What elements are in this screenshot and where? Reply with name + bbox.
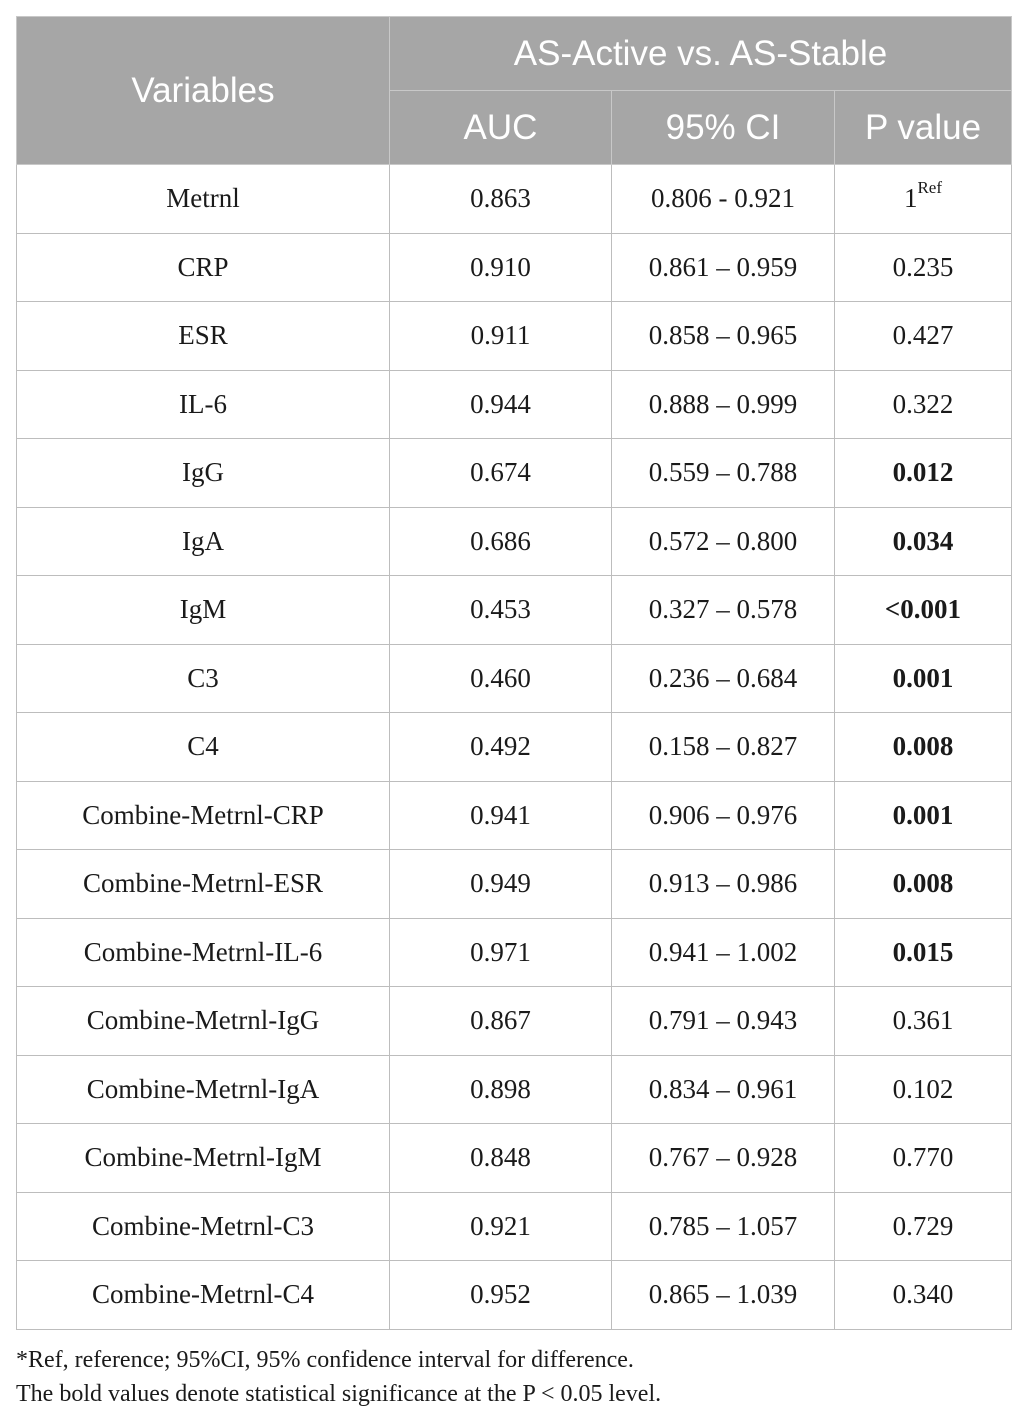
cell-variable: Combine-Metrnl-IgG: [17, 987, 390, 1056]
footnote-ref: *Ref, reference; 95%CI, 95% confidence interval for difference.: [16, 1347, 634, 1373]
cell-p-value: 0.102: [835, 1055, 1012, 1124]
cell-auc: 0.971: [390, 918, 612, 987]
cell-ci: 0.906 – 0.976: [612, 781, 835, 850]
cell-p-value: 0.008: [835, 713, 1012, 782]
cell-auc: 0.460: [390, 644, 612, 713]
table-row: [17, 850, 1012, 919]
table-row: [17, 576, 1012, 645]
table-row: [17, 165, 1012, 234]
table-footnotes: [16, 1343, 1011, 1411]
cell-p-value: 0.235: [835, 233, 1012, 302]
cell-p-value: 0.322: [835, 370, 1012, 439]
header-variables: Variables: [17, 17, 390, 165]
cell-ci: 0.785 – 1.057: [612, 1192, 835, 1261]
table-row: [17, 507, 1012, 576]
cell-ci: 0.913 – 0.986: [612, 850, 835, 919]
cell-variable: IgG: [17, 439, 390, 508]
cell-variable: Combine-Metrnl-CRP: [17, 781, 390, 850]
table-row: [17, 1055, 1012, 1124]
cell-ci: 0.865 – 1.039: [612, 1261, 835, 1330]
cell-ci: 0.767 – 0.928: [612, 1124, 835, 1193]
cell-auc: 0.674: [390, 439, 612, 508]
cell-auc: 0.911: [390, 302, 612, 371]
cell-p-value: 0.034: [835, 507, 1012, 576]
results-table-container: [16, 16, 1011, 1330]
footnote-bold: The bold values denote statistical significance at the P < 0.05 level.: [16, 1381, 662, 1407]
table-row: [17, 713, 1012, 782]
cell-auc: 0.944: [390, 370, 612, 439]
cell-ci: 0.806 - 0.921: [612, 165, 835, 234]
header-auc: AUC: [390, 91, 612, 165]
cell-auc: 0.863: [390, 165, 612, 234]
cell-variable: C4: [17, 713, 390, 782]
cell-variable: CRP: [17, 233, 390, 302]
cell-p-value: 0.012: [835, 439, 1012, 508]
table-row: [17, 233, 1012, 302]
cell-auc: 0.921: [390, 1192, 612, 1261]
cell-ci: 0.158 – 0.827: [612, 713, 835, 782]
p-value-text: 1: [903, 183, 918, 214]
cell-variable: Combine-Metrnl-IgM: [17, 1124, 390, 1193]
cell-p-value: 0.008: [835, 850, 1012, 919]
cell-p-value: 0.427: [835, 302, 1012, 371]
cell-ci: 0.791 – 0.943: [612, 987, 835, 1056]
cell-auc: 0.686: [390, 507, 612, 576]
cell-variable: Combine-Metrnl-IL-6: [17, 918, 390, 987]
cell-variable: Combine-Metrnl-IgA: [17, 1055, 390, 1124]
table-row: [17, 439, 1012, 508]
table-row: [17, 370, 1012, 439]
cell-auc: 0.952: [390, 1261, 612, 1330]
cell-p-value: 0.015: [835, 918, 1012, 987]
cell-auc: 0.949: [390, 850, 612, 919]
cell-ci: 0.858 – 0.965: [612, 302, 835, 371]
cell-variable: IgM: [17, 576, 390, 645]
cell-p-value: 0.340: [835, 1261, 1012, 1330]
table-row: [17, 644, 1012, 713]
table-row: [17, 781, 1012, 850]
cell-variable: IL-6: [17, 370, 390, 439]
table-row: [17, 1192, 1012, 1261]
table-row: [17, 1261, 1012, 1330]
cell-p-value: 0.729: [835, 1192, 1012, 1261]
cell-auc: 0.941: [390, 781, 612, 850]
cell-ci: 0.572 – 0.800: [612, 507, 835, 576]
cell-ci: 0.327 – 0.578: [612, 576, 835, 645]
cell-variable: IgA: [17, 507, 390, 576]
cell-variable: C3: [17, 644, 390, 713]
ref-superscript: Ref: [917, 178, 943, 198]
table-body: [17, 165, 1012, 1330]
cell-ci: 0.559 – 0.788: [612, 439, 835, 508]
table-row: [17, 987, 1012, 1056]
cell-p-value: 0.001: [835, 781, 1012, 850]
header-group: AS-Active vs. AS-Stable: [390, 17, 1012, 91]
header-p-value: P value: [835, 91, 1012, 165]
cell-ci: 0.861 – 0.959: [612, 233, 835, 302]
cell-p-value: [835, 165, 1012, 234]
cell-ci: 0.888 – 0.999: [612, 370, 835, 439]
cell-auc: 0.492: [390, 713, 612, 782]
cell-variable: Combine-Metrnl-ESR: [17, 850, 390, 919]
cell-variable: Metrnl: [17, 165, 390, 234]
table-header: [17, 17, 1012, 165]
cell-auc: 0.848: [390, 1124, 612, 1193]
cell-p-value: <0.001: [835, 576, 1012, 645]
table-row: [17, 1124, 1012, 1193]
cell-variable: Combine-Metrnl-C3: [17, 1192, 390, 1261]
cell-auc: 0.910: [390, 233, 612, 302]
results-table: [16, 16, 1012, 1330]
cell-ci: 0.941 – 1.002: [612, 918, 835, 987]
table-row: [17, 302, 1012, 371]
cell-auc: 0.898: [390, 1055, 612, 1124]
cell-variable: Combine-Metrnl-C4: [17, 1261, 390, 1330]
cell-p-value: 0.770: [835, 1124, 1012, 1193]
table-row: [17, 918, 1012, 987]
cell-auc: 0.453: [390, 576, 612, 645]
cell-p-value: 0.001: [835, 644, 1012, 713]
cell-ci: 0.236 – 0.684: [612, 644, 835, 713]
cell-variable: ESR: [17, 302, 390, 371]
cell-p-value: 0.361: [835, 987, 1012, 1056]
cell-ci: 0.834 – 0.961: [612, 1055, 835, 1124]
cell-auc: 0.867: [390, 987, 612, 1056]
header-ci: 95% CI: [612, 91, 835, 165]
